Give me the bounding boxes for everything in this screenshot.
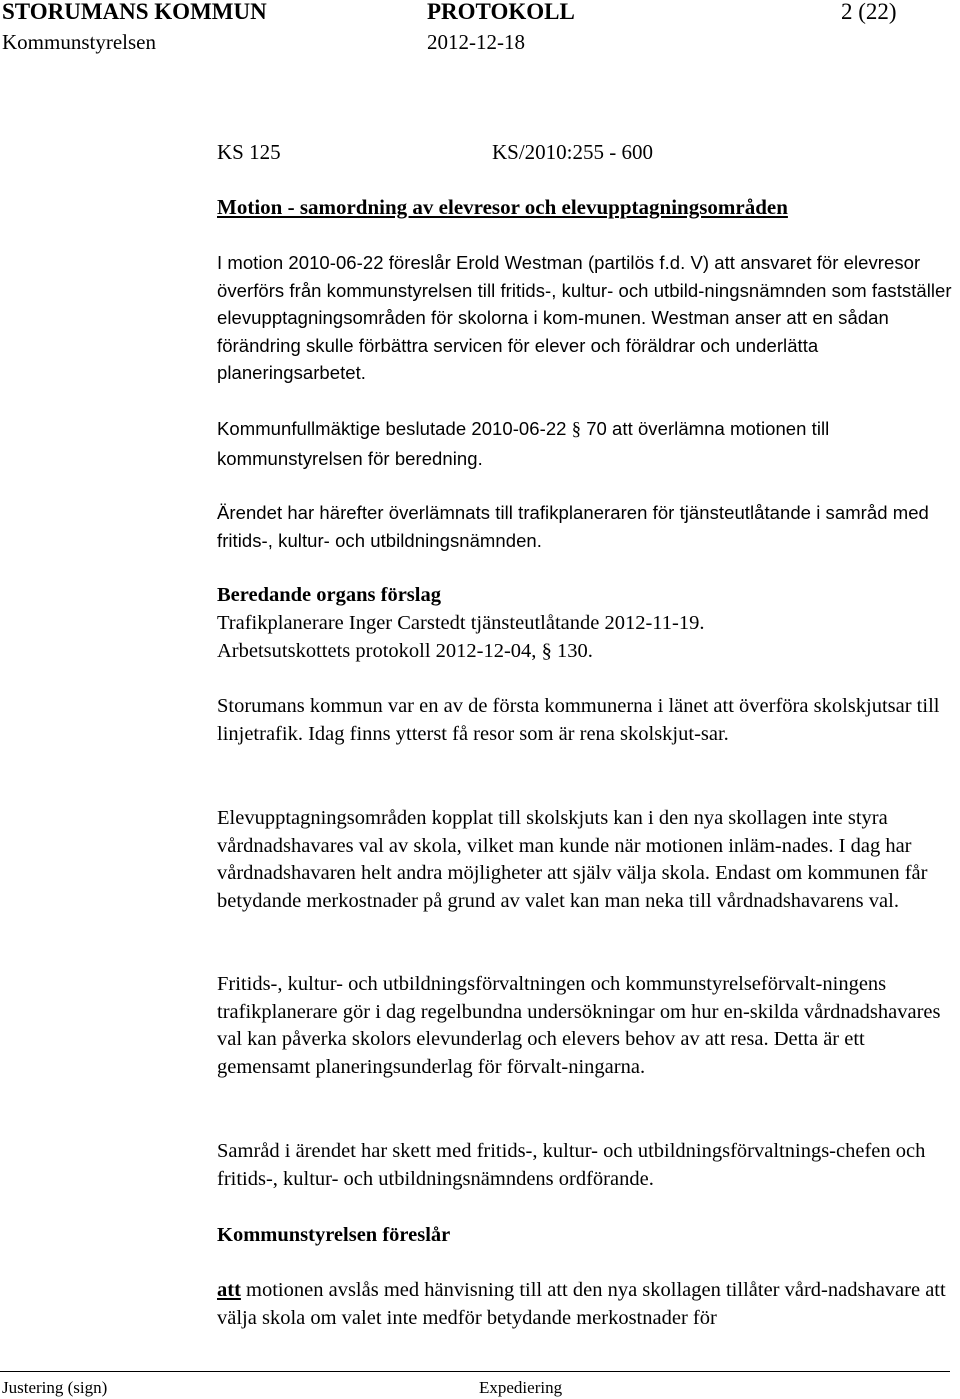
case-title: Motion - samordning av elevresor och elevupptagningsområden — [217, 195, 788, 219]
paragraph-catchment-areas: Elevupptagningsområden kopplat till skolskjuts kan i den nya skollagen inte styra vårdnadshavares val av skola, vilket man kunde när motionen inläm-nades. I dag har vårdnadshavaren helt andra möjligheter att själv välja skola. Endast om kommunen får betydande merkostnader på grund av valet kan man neka till vårdnadshavarens val. — [217, 807, 928, 912]
case-number: KS 125 — [217, 140, 281, 164]
footer-divider — [0, 1371, 950, 1372]
council-decision-text-b: 70 att överlämna motionen till kommunstyrelsen för beredning. — [217, 418, 830, 469]
proposal-text: motionen avslås med hänvisning till att den nya skollagen tillåter vård-nadshavare att välja skola om valet inte medför betydande merkostnader för — [217, 1279, 946, 1329]
paragraph-referral: Ärendet har härefter överlämnats till trafikplaneraren för tjänsteutlåtande i samråd med fritids-, kultur- och utbildningsnämnden. — [217, 502, 929, 551]
preparatory-line-2-text-a: Arbetsutskottets protokoll 2012-12-04, — [217, 640, 542, 662]
municipality-name: STORUMANS KOMMUN — [2, 0, 267, 24]
preparatory-line-2-text-b: 130. — [551, 640, 593, 662]
case-diary-number: KS/2010:255 - 600 — [492, 140, 654, 164]
paragraph-sign: § — [571, 420, 581, 440]
paragraph-sign: § — [541, 640, 552, 662]
heading-board-proposal: Kommunstyrelsen föreslår — [217, 1224, 451, 1246]
heading-preparatory-proposal: Beredande organs förslag — [217, 584, 441, 606]
meeting-date: 2012-12-18 — [427, 30, 525, 54]
footer-expediering: Expediering — [479, 1378, 563, 1397]
document-type: PROTOKOLL — [427, 0, 575, 24]
paragraph-planning-basis: Fritids-, kultur- och utbildningsförvaltningen och kommunstyrelseförvalt-ningens trafikplanerare gör i dag regelbundna undersökningar om hur en-skilda vårdnadshavares val kan påverka skolors elevunderlag och elevers behov av att resa. Detta är ett gemensamt planeringsunderlag för förvalt-ningarna. — [217, 973, 941, 1078]
footer-justering: Justering (sign) — [2, 1378, 108, 1397]
page-number: 2 (22) — [841, 0, 897, 24]
council-decision-text-a: Kommunfullmäktige beslutade 2010-06-22 — [217, 418, 572, 439]
paragraph-motion: I motion 2010-06-22 föreslår Erold Westman (partilös f.d. V) att ansvaret för elevresor överförs från kommunstyrelsen till fritids-, kultur- och utbild-ningsnämnden som fastställer elevupptagningsområden för skolorna i kom-munen. Westman anser att en sådan förändring skulle förbättra servicen för elever och föräldrar och underlätta planeringsarbetet. — [217, 252, 952, 383]
preparatory-line-1: Trafikplanerare Inger Carstedt tjänsteutlåtande 2012-11-19. — [217, 612, 705, 634]
paragraph-council-decision — [217, 415, 957, 472]
paragraph-school-transport: Storumans kommun var en av de första kommunerna i länet att överföra skolskjutsar till linjetrafik. Idag finns ytterst få resor som är rena skolskjut-sar. — [217, 695, 940, 745]
meeting-body: Kommunstyrelsen — [2, 30, 156, 54]
paragraph-proposal — [217, 1277, 955, 1332]
preparatory-line-2 — [217, 638, 593, 666]
proposal-att-keyword: att — [217, 1279, 241, 1301]
paragraph-consultation: Samråd i ärendet har skett med fritids-, kultur- och utbildningsförvaltnings-chefen och fritids-, kultur- och utbildningsnämndens ordförande. — [217, 1140, 926, 1190]
